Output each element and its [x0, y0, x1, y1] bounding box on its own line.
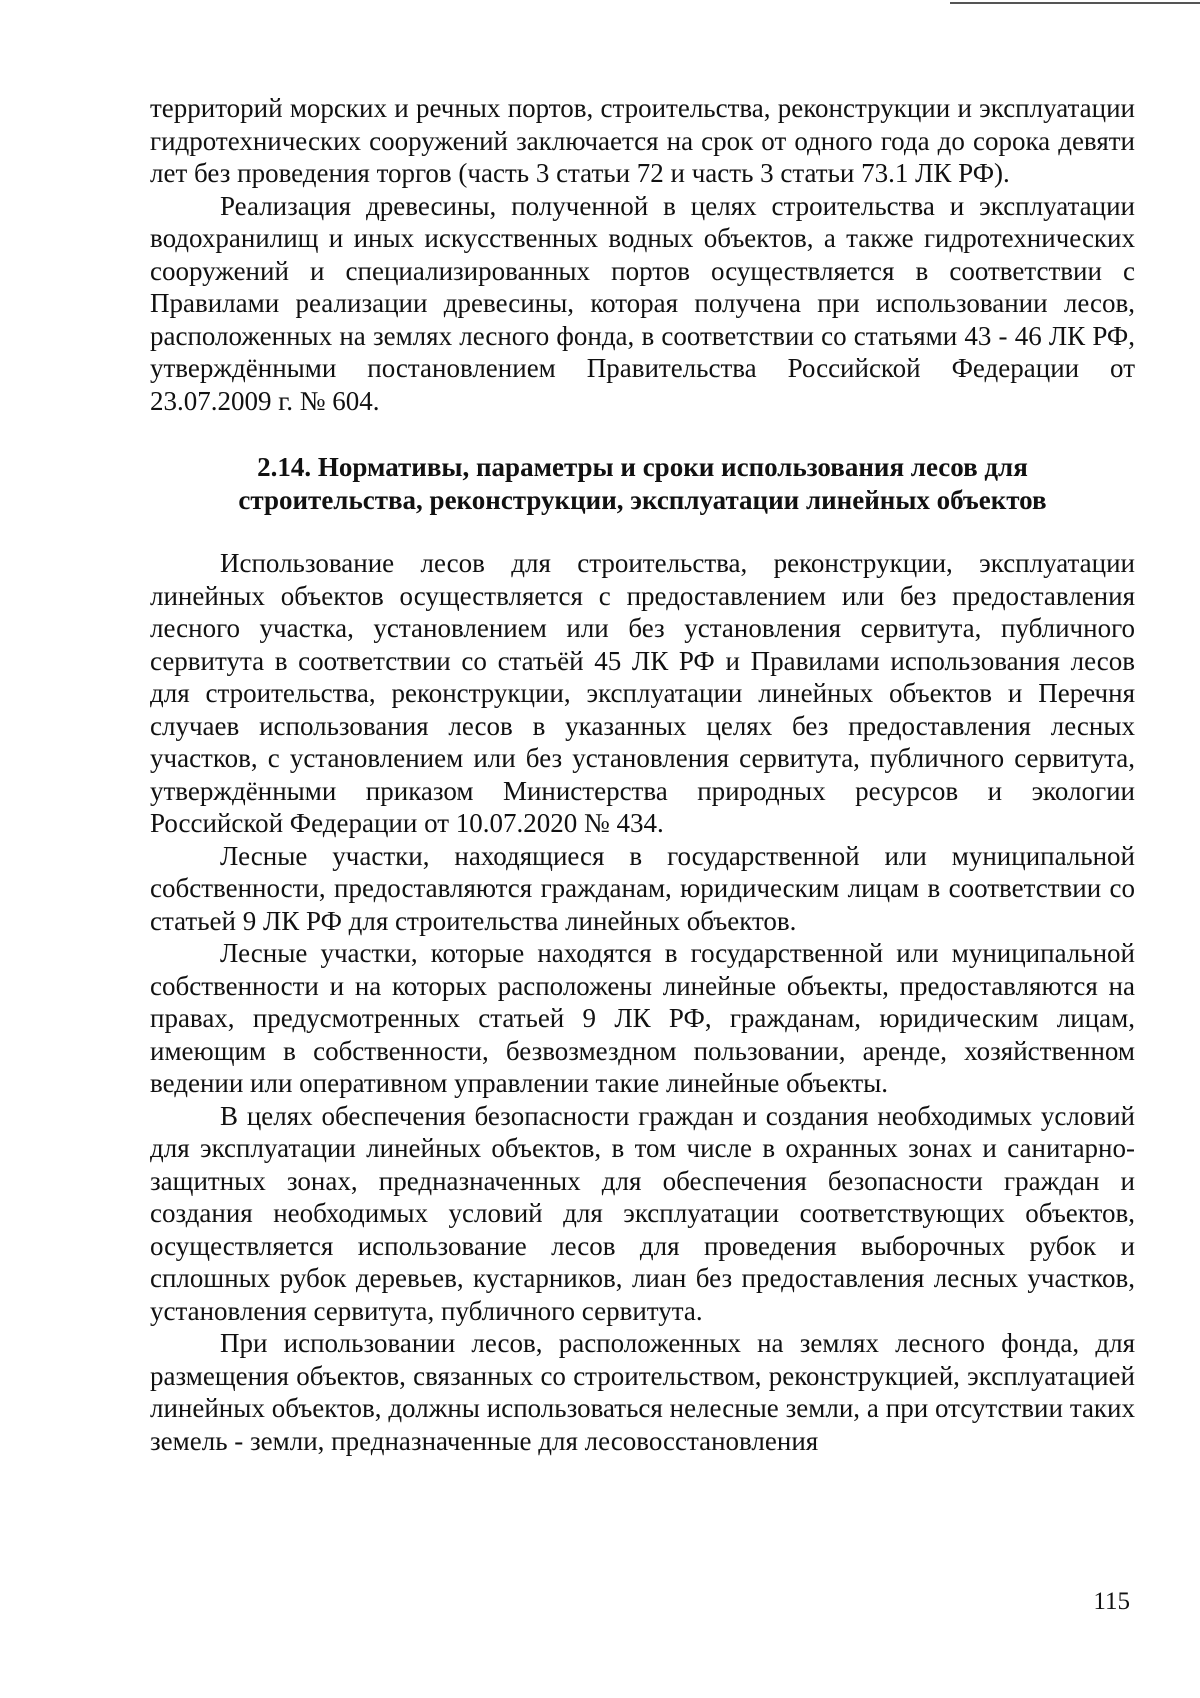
- paragraph-wood-sale: Реализация древесины, полученной в целях строительства и эксплуатации водохранилищ и иных искусственных водных объектов, а также гидротехнических сооружений и специализированных портов осуществляется в соответствии с Правилами реализации древесины, которая получена при использовании лесов, расположенных на землях лесного фонда, в соответствии со статьями 43 - 46 ЛК РФ, утверждёнными постановлением Правительства Российской Федерации от 23.07.2009 г. № 604.: [150, 190, 1135, 416]
- paragraph-land-plots-rights: Лесные участки, которые находятся в государственной или муниципальной собственности и на которых расположены линейные объекты, предоставляются на правах, предусмотренных статьей 9 ЛК РФ, гражданам, юридическим лицам, имеющим в собственности, безвозмездном пользовании, аренде, хозяйственном ведении или оперативном управлении такие линейные объекты.: [150, 938, 1135, 1098]
- section-heading-2-14: [150, 451, 1135, 517]
- section-heading-line-2: строительства, реконструкции, эксплуатации линейных объектов: [238, 485, 1047, 515]
- page-body: [150, 92, 1135, 1457]
- page-number: 115: [1093, 1588, 1130, 1615]
- section-heading-line-1: 2.14. Нормативы, параметры и сроки использования лесов для: [257, 452, 1028, 482]
- paragraph-continuation: территорий морских и речных портов, строительства, реконструкции и эксплуатации гидротехнических сооружений заключается на срок от одного года до сорока девяти лет без проведения торгов (часть 3 статьи 72 и часть 3 статьи 73.1 ЛК РФ).: [150, 93, 1135, 188]
- scan-edge-line: [950, 2, 1200, 4]
- paragraph-forest-use-linear-objects: Использование лесов для строительства, реконструкции, эксплуатации линейных объектов осуществляется с предоставлением или без предоставления лесного участка, установлением или без установления сервитута, публичного сервитута в соответствии со статьёй 45 ЛК РФ и Правилами использования лесов для строительства, реконструкции, эксплуатации линейных объектов и Перечня случаев использования лесов в указанных целях без предоставления лесных участков, с установлением или без установления сервитута, публичного сервитута, утверждёнными приказом Министерства природных ресурсов и экологии Российской Федерации от 10.07.2020 № 434.: [150, 548, 1135, 838]
- paragraph-safety-zones: В целях обеспечения безопасности граждан и создания необходимых условий для эксплуатации линейных объектов, в том числе в охранных зонах и санитарно-защитных зонах, предназначенных для обеспечения безопасности граждан и создания необходимых условий для эксплуатации соответствующих объектов, осуществляется использование лесов для проведения выборочных рубок и сплошных рубок деревьев, кустарников, лиан без предоставления лесных участков, установления сервитута, публичного сервитута.: [150, 1100, 1135, 1326]
- paragraph-non-forest-lands: При использовании лесов, расположенных на землях лесного фонда, для размещения объектов, связанных со строительством, реконструкцией, эксплуатацией линейных объектов, должны использоваться нелесные земли, а при отсутствии таких земель - земли, предназначенные для лесовосстановления: [150, 1328, 1135, 1456]
- paragraph-land-plots-provision: Лесные участки, находящиеся в государственной или муниципальной собственности, предоставляются гражданам, юридическим лицам в соответствии со статьей 9 ЛК РФ для строительства линейных объектов.: [150, 840, 1135, 936]
